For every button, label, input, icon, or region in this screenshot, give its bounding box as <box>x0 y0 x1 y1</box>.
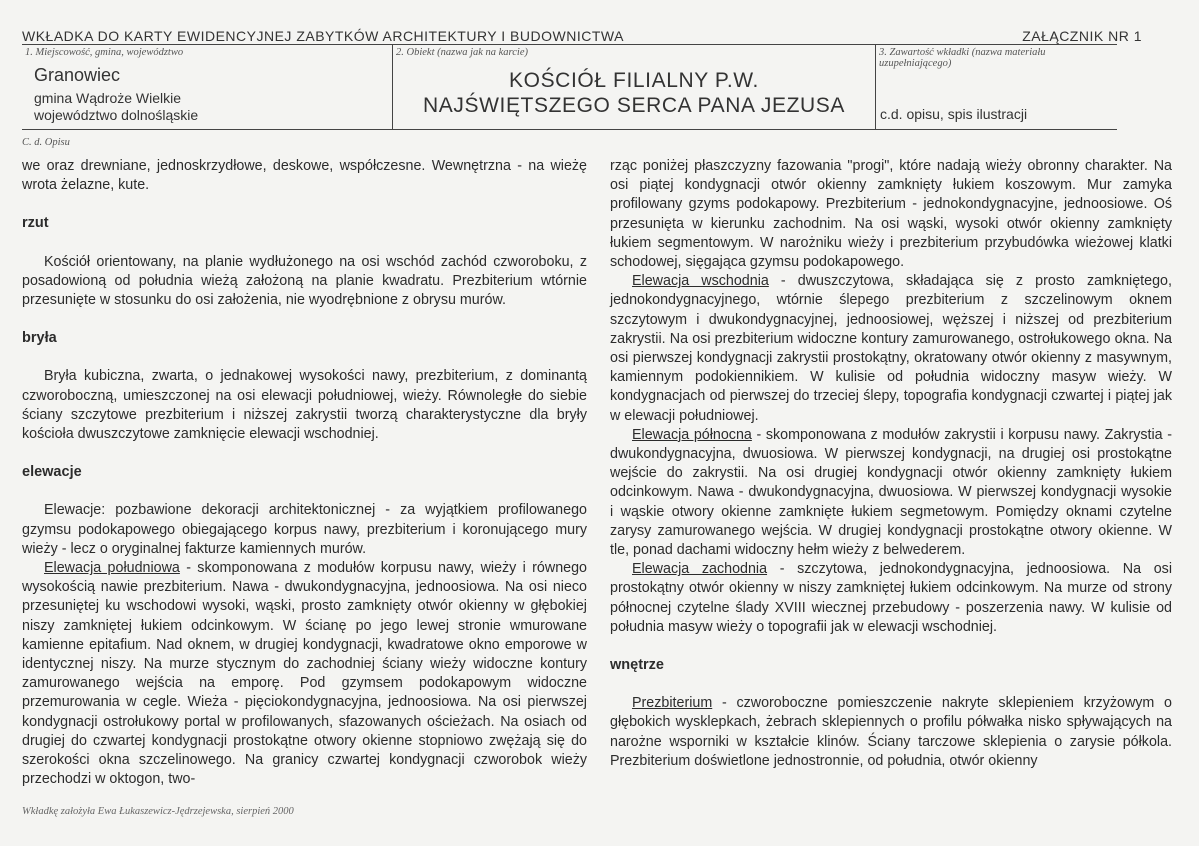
heading-elewacje: elewacje <box>22 464 82 481</box>
gmina-name: gmina Wądroże Wielkie <box>34 90 182 106</box>
presbytery-paragraph <box>610 694 1172 771</box>
place-name: Granowiec <box>34 65 121 85</box>
voivodeship-name: województwo dolnośląskie <box>34 107 199 123</box>
east-elevation-label: Elewacja wschodnia <box>632 273 769 290</box>
south-elevation-text: - skomponowana z modułów korpusu nawy, wieży i równego wysokością nawie prezbiterium. Nawa - dwukondygnacyjna, jednoosiowa. Na osi nieco przesuniętej ku wschodowi wysoki, wąski, prosto zamknięty otwór okienny w głębokiej niszy zamkniętej łukiem odcinkowym. W ścianę po jego lewej stronie wmurowane kamienne epitafium. Nad oknem, w drugiej kondygnacji, kwadratowe okno emporowe w identycznej niszy. Na murze stycznym do zachodniej ściany wieży widoczne kontury zamurowanego wejścia na emporę. Pod gzymsem podokapowym widoczne przemurowania w cegle. Wieża - pięciokondygnacyjna, jednoosiowa. Na osi pierwszej kondygnacji ostrołukowy portal w profilowanych, sfazowanych ościeżach. Na osiach od drugiej do czwartej kondygnacji prostokątne otwory okienne stopniowo zwężają się do szerokości okna szczelinowego. Na granicy czwartej kondygnacji czworobok wieży przechodzi w oktogon, two- <box>22 560 588 788</box>
section-label: C. d. Opisu <box>22 137 70 148</box>
north-elevation-paragraph <box>610 426 1172 560</box>
east-elevation-text: - dwuszczytowa, składająca się z prosto zamkniętego, jednokondygnacyjnego, wtórnie ślepego prezbiterium z szczelinowym oknem szczytowym i dwukondygnacyjnej, jednoosiowej, węższej i niższej od prezbiterium zakrystii. Na osi prezbiterium widoczne kontury zamurowanego, ostrołukowego okna. Na osi pierwszej kondygnacji zakrystii prostokątny, okratowany otwór okienny z masywnym, kamiennym podokiennikiem. W kulisie od południa widoczny masyw wieży. W kondygnacjach od pierwszej do trzeciej ślepy, topografia kondygnacji czwartej i piątej jak w elewacji południowej. <box>610 273 1172 424</box>
object-title-line1: KOŚCIÓŁ FILIALNY P.W. <box>509 69 759 92</box>
object-title-line2: NAJŚWIĘTSZEGO SERCA PANA JEZUSA <box>423 94 845 117</box>
south-elevation-paragraph <box>22 559 587 789</box>
author-footer: Wkładkę założyła Ewa Łukaszewicz-Jędrzejewska, sierpień 2000 <box>22 806 294 817</box>
location-cell <box>22 45 393 129</box>
left-column <box>22 157 587 789</box>
presbytery-text: - czworoboczne pomieszczenie nakryte sklepieniem krzyżowym o głębokich wysklepkach, żebrach sklepiennych o profilu półwałka nisko spływających na narożne wsporniki w kształcie klinów. Ściany tarczowe sklepienia o zarysie półkola. Prezbiterium doświetlone jednostronnie, od południa, otwór okienny <box>610 695 1172 769</box>
south-elevation-label: Elewacja południowa <box>44 560 180 577</box>
presbytery-label: Prezbiterium <box>632 695 713 712</box>
object-cell <box>393 45 876 129</box>
west-elevation-paragraph <box>610 560 1172 637</box>
heading-bryla: bryła <box>22 330 57 347</box>
location-label: 1. Miejscowość, gmina, województwo <box>25 47 184 58</box>
header-table <box>22 44 1117 130</box>
bryla-paragraph: Bryła kubiczna, zwarta, o jednakowej wysokości nawy, prezbiterium, z dominantą czworoboczną, umieszczonej na osi elewacji południowej, wieży. Równoległe do siebie ściany szczytowe prezbiterium i niższej zakrystii tworzą charakterystyczne dla bryły kościoła dwuszczytowe zamknięcie elewacji wschodniej. <box>22 368 587 443</box>
intro-paragraph: we oraz drewniane, jednoskrzydłowe, deskowe, współczesne. Wewnętrzna - na wieżę wrota żelazne, kute. <box>22 158 587 194</box>
contents-value: c.d. opisu, spis ilustracji <box>880 106 1028 122</box>
north-elevation-text: - skomponowana z modułów zakrystii i korpusu nawy. Zakrystia - dwukondygnacyjna, dwuosiowa. W pierwszej kondygnacji, na drugiej osi prostokątne wejście do zakrystii. Na osi drugiej kondygnacji otwór okienny zamknięty łukiem odcinkowym. Nawa - dwukondygnacyjna, dwuosiowa. W pierwszej kondygnacji wysokie i wąskie otwory okienne zamknięte łukiem segmetowym. Pomiędzy oknami czytelne zarysy zamurowanego wejścia. W drugiej kondygnacji prostokątne otwory okienne. W tle, ponad dachami widoczny hełm wieży z belwederem. <box>610 426 1172 559</box>
attachment-number: ZAŁĄCZNIK NR 1 <box>1022 28 1142 44</box>
object-label: 2. Obiekt (nazwa jak na karcie) <box>396 47 528 58</box>
north-elevation-label: Elewacja północna <box>632 426 752 443</box>
west-elevation-label: Elewacja zachodnia <box>632 561 768 578</box>
right-column <box>610 157 1172 771</box>
west-elevation-text: - szczytowa, jednokondygnacyjna, jednoosiowa. Na osi prostokątny otwór okienny w niszy zamkniętej łukiem odcinkowym. Na murze od strony północnej czytelne ślady XVIII wiecznej przebudowy - poszerzenia nawy. W kulisie od południa masyw wieży o topografii jak w elewacji wschodniej. <box>610 561 1172 635</box>
contents-cell <box>876 45 1117 129</box>
heading-rzut: rzut <box>22 215 49 232</box>
contents-label: 3. Zawartość wkładki (nazwa materiału uzupełniającego) <box>879 47 1046 69</box>
heading-wnetrze: wnętrze <box>610 657 664 674</box>
form-title: WKŁADKA DO KARTY EWIDENCYJNEJ ZABYTKÓW ARCHITEKTURY I BUDOWNICTWA <box>22 28 624 44</box>
rzut-paragraph: Kościół orientowany, na planie wydłużonego na osi wschód zachód czworoboku, z posadowioną od południa wieżą założoną na planie kwadratu. Prezbiterium wtórnie przesunięte w stosunku do osi założenia, nie wyodrębnione z obrysu murów. <box>22 253 587 309</box>
continuation-paragraph: rząc poniżej płaszczyzny fazowania "progi", które nadają wieży obronny charakter. Na osi piątej kondygnacji otwór okienny zamknięty łukiem koszowym. Mur zamyka profilowany gzyms podokapowy. Prezbiterium - jednokondygnacyjne, jednoosiowe. Oś przesunięta w kierunku zachodnim. Na osi wąski, wysoki otwór okienny zamknięty łukiem segmentowym. W narożniku wieży i prezbiterium przybudówka wieżowej klatki schodowej, sięgająca gzymsu podokapowego. <box>610 158 1172 271</box>
east-elevation-paragraph <box>610 272 1172 426</box>
elewacje-paragraph: Elewacje: pozbawione dekoracji architektonicznej - za wyjątkiem profilowanego gzymsu podokapowego obiegającego korpus nawy, prezbiterium i koronującego mury wieży - lecz o oryginalnej fakturze kamiennych murów. <box>22 502 587 557</box>
